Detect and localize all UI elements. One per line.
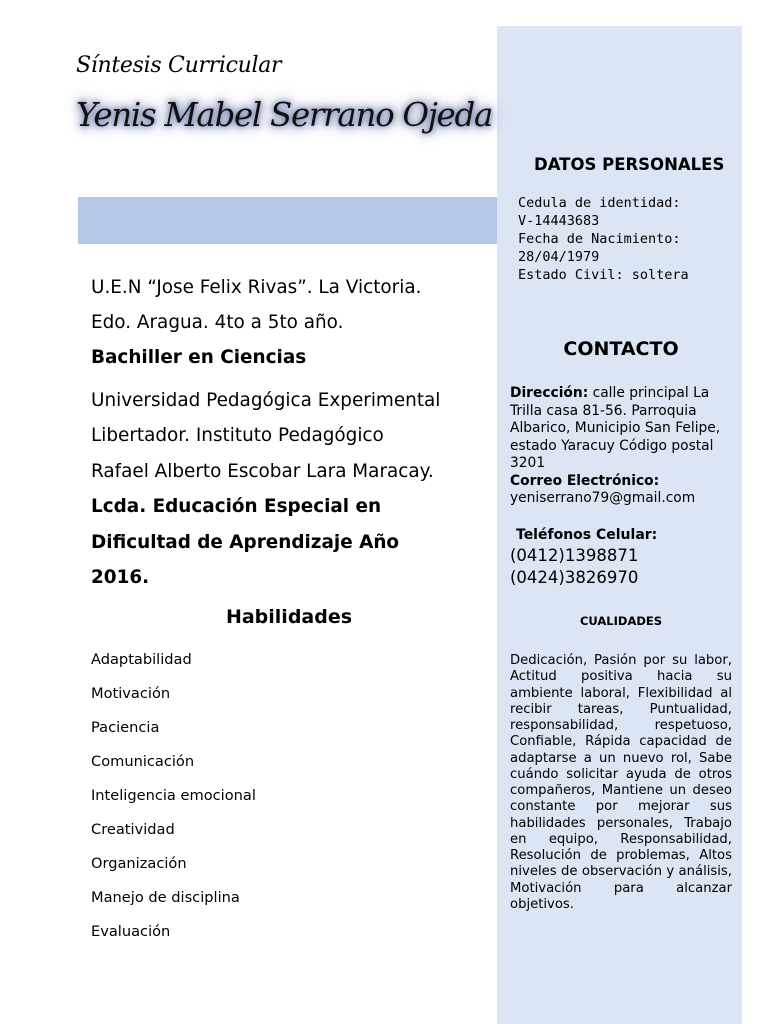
document-subtitle: Síntesis Curricular [76,53,282,78]
education-degree: Dificultad de Aprendizaje Año [91,532,400,553]
personal-data-title: DATOS PERSONALES [534,155,725,174]
skill-item: Organización [91,855,187,872]
header-band [78,197,497,244]
skill-item: Adaptabilidad [91,651,192,668]
address [510,385,738,473]
skill-item: Comunicación [91,753,195,770]
skill-item: Manejo de disciplina [91,889,240,906]
contact-title: CONTACTO [563,338,679,360]
candidate-name: Yenis Mabel Serrano Ojeda [76,96,493,134]
phone-number: (0424)3826970 [510,567,639,587]
address-value: calle principal La Trilla casa 81-56. Parroquia Albarico, Municipio San Felipe, estado Yaracuy Código postal 3201 [510,385,721,471]
qualities-title: CUALIDADES [579,614,663,628]
skill-item: Paciencia [91,719,160,736]
skills-title: Habilidades [225,606,353,628]
phones-block [510,545,638,588]
education-degree: Lcda. Educación Especial en [91,496,382,517]
skills-list [91,648,256,954]
id-label: Cedula de identidad: [518,195,681,211]
education-line: U.E.N “Jose Felix Rivas”. La Victoria. [91,277,422,298]
qualities-text: Dedicación, Pasión por su labor, Actitud positiva hacia su ambiente laboral, Flexibilidad al recibir tareas, Puntualidad, responsabilidad, respetuoso, Confiable, Rápida capacidad de adaptarse a un nuevo rol, Sabe cuándo solicitar ayuda de otros compañeros, Mantiene un deseo constante por mejorar sus habilidades personales, Trabajo en equipo, Responsabilidad, Resolución de problemas, Altos niveles de observación y análisis, Motivación para alcanzar objetivos. [510,653,732,912]
education-degree: Bachiller en Ciencias [91,347,307,368]
id-value: V-14443683 [518,213,600,229]
address-label: Dirección: [510,385,589,401]
skill-item: Creatividad [91,821,175,838]
skill-item: Evaluación [91,923,171,940]
skill-item: Motivación [91,685,171,702]
civil-status: Estado Civil: soltera [518,267,689,283]
education-line: Rafael Alberto Escobar Lara Maracay. [91,461,434,482]
phone-number: (0412)1398871 [510,546,639,565]
education-line: Edo. Aragua. 4to a 5to año. [91,312,344,333]
contact-block [510,385,738,508]
birth-label: Fecha de Nacimiento: [518,231,681,247]
skill-item: Inteligencia emocional [91,787,256,804]
email-link[interactable]: yeniserrano79@gmail.com [510,490,696,506]
email-label: Correo Electrónico: [510,472,660,489]
personal-data [518,194,738,284]
education-degree: 2016. [91,567,150,588]
education-line: Libertador. Instituto Pedagógico [91,425,384,446]
birth-value: 28/04/1979 [518,249,600,265]
education-line: Universidad Pedagógica Experimental [91,390,441,411]
phones-label: Teléfonos Celular: [516,527,658,543]
